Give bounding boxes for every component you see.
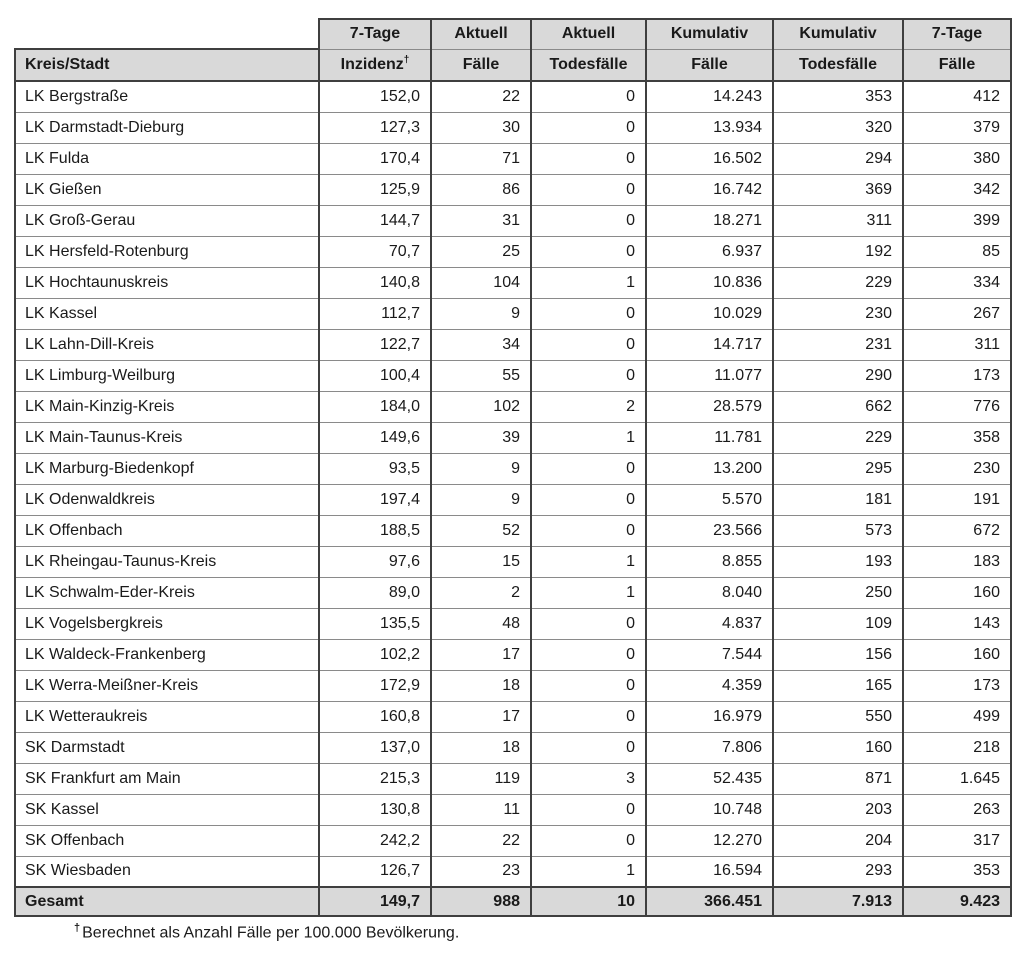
value-cell: 0 xyxy=(531,298,646,329)
value-cell: 173 xyxy=(903,360,1011,391)
value-cell: 10.029 xyxy=(646,298,773,329)
kreis-name-cell: LK Rheingau-Taunus-Kreis xyxy=(15,546,319,577)
value-cell: 183 xyxy=(903,546,1011,577)
table-header xyxy=(15,19,1011,81)
value-cell: 165 xyxy=(773,670,903,701)
value-cell: 229 xyxy=(773,422,903,453)
table-row xyxy=(15,112,1011,143)
table-row xyxy=(15,391,1011,422)
header-row-sub xyxy=(15,49,1011,81)
value-cell: 0 xyxy=(531,453,646,484)
value-cell: 0 xyxy=(531,825,646,856)
kreis-name-cell: LK Offenbach xyxy=(15,515,319,546)
value-cell: 250 xyxy=(773,577,903,608)
value-cell: 31 xyxy=(431,205,531,236)
kreis-name-cell: LK Marburg-Biedenkopf xyxy=(15,453,319,484)
value-cell: 218 xyxy=(903,732,1011,763)
table-row xyxy=(15,856,1011,887)
header-7-tage: 7-Tage xyxy=(319,19,431,49)
value-cell: 776 xyxy=(903,391,1011,422)
value-cell: 10.836 xyxy=(646,267,773,298)
value-cell: 311 xyxy=(903,329,1011,360)
table-row xyxy=(15,360,1011,391)
value-cell: 125,9 xyxy=(319,174,431,205)
value-cell: 3 xyxy=(531,763,646,794)
value-cell: 17 xyxy=(431,701,531,732)
value-cell: 143 xyxy=(903,608,1011,639)
table-row xyxy=(15,732,1011,763)
value-cell: 122,7 xyxy=(319,329,431,360)
value-cell: 144,7 xyxy=(319,205,431,236)
table-row xyxy=(15,81,1011,112)
kreis-name-cell: SK Kassel xyxy=(15,794,319,825)
total-kumulativ-faelle: 366.451 xyxy=(646,887,773,916)
value-cell: 86 xyxy=(431,174,531,205)
value-cell: 342 xyxy=(903,174,1011,205)
value-cell: 0 xyxy=(531,794,646,825)
value-cell: 112,7 xyxy=(319,298,431,329)
value-cell: 191 xyxy=(903,484,1011,515)
footnote xyxy=(74,922,1010,942)
value-cell: 0 xyxy=(531,670,646,701)
value-cell: 39 xyxy=(431,422,531,453)
value-cell: 0 xyxy=(531,81,646,112)
header-kreis-stadt: Kreis/Stadt xyxy=(15,49,319,81)
value-cell: 1 xyxy=(531,422,646,453)
value-cell: 11.781 xyxy=(646,422,773,453)
value-cell: 127,3 xyxy=(319,112,431,143)
table-row xyxy=(15,298,1011,329)
value-cell: 4.359 xyxy=(646,670,773,701)
value-cell: 0 xyxy=(531,701,646,732)
table-row xyxy=(15,608,1011,639)
value-cell: 126,7 xyxy=(319,856,431,887)
table-row xyxy=(15,515,1011,546)
value-cell: 230 xyxy=(903,453,1011,484)
value-cell: 0 xyxy=(531,732,646,763)
value-cell: 0 xyxy=(531,174,646,205)
value-cell: 22 xyxy=(431,825,531,856)
value-cell: 0 xyxy=(531,639,646,670)
value-cell: 93,5 xyxy=(319,453,431,484)
kreis-name-cell: LK Waldeck-Frankenberg xyxy=(15,639,319,670)
value-cell: 13.934 xyxy=(646,112,773,143)
value-cell: 135,5 xyxy=(319,608,431,639)
total-aktuell-todesfaelle: 10 xyxy=(531,887,646,916)
value-cell: 7.806 xyxy=(646,732,773,763)
value-cell: 334 xyxy=(903,267,1011,298)
table-row xyxy=(15,174,1011,205)
kreis-name-cell: SK Offenbach xyxy=(15,825,319,856)
value-cell: 1 xyxy=(531,577,646,608)
kreis-name-cell: LK Schwalm-Eder-Kreis xyxy=(15,577,319,608)
header-inzidenz xyxy=(319,49,431,81)
value-cell: 119 xyxy=(431,763,531,794)
value-cell: 380 xyxy=(903,143,1011,174)
value-cell: 13.200 xyxy=(646,453,773,484)
table-row xyxy=(15,453,1011,484)
value-cell: 0 xyxy=(531,143,646,174)
value-cell: 1.645 xyxy=(903,763,1011,794)
footnote-text: Berechnet als Anzahl Fälle per 100.000 Bevölkerung. xyxy=(82,924,460,942)
value-cell: 263 xyxy=(903,794,1011,825)
value-cell: 9 xyxy=(431,453,531,484)
value-cell: 55 xyxy=(431,360,531,391)
header-row-group xyxy=(15,19,1011,49)
value-cell: 11.077 xyxy=(646,360,773,391)
kreis-name-cell: LK Main-Taunus-Kreis xyxy=(15,422,319,453)
value-cell: 499 xyxy=(903,701,1011,732)
value-cell: 320 xyxy=(773,112,903,143)
header-7-tage-2: 7-Tage xyxy=(903,19,1011,49)
table-row xyxy=(15,422,1011,453)
value-cell: 2 xyxy=(531,391,646,422)
total-kumulativ-todesfaelle: 7.913 xyxy=(773,887,903,916)
kreis-name-cell: LK Lahn-Dill-Kreis xyxy=(15,329,319,360)
value-cell: 160 xyxy=(903,639,1011,670)
table-row xyxy=(15,329,1011,360)
table-row xyxy=(15,670,1011,701)
table-row xyxy=(15,825,1011,856)
value-cell: 197,4 xyxy=(319,484,431,515)
table-body xyxy=(15,81,1011,887)
table-footer xyxy=(15,887,1011,916)
value-cell: 70,7 xyxy=(319,236,431,267)
value-cell: 149,6 xyxy=(319,422,431,453)
value-cell: 16.979 xyxy=(646,701,773,732)
kreis-name-cell: LK Vogelsbergkreis xyxy=(15,608,319,639)
value-cell: 12.270 xyxy=(646,825,773,856)
kreis-name-cell: LK Fulda xyxy=(15,143,319,174)
value-cell: 15 xyxy=(431,546,531,577)
value-cell: 550 xyxy=(773,701,903,732)
value-cell: 1 xyxy=(531,267,646,298)
value-cell: 8.040 xyxy=(646,577,773,608)
kreis-name-cell: LK Hochtaunuskreis xyxy=(15,267,319,298)
total-7-tage-faelle: 9.423 xyxy=(903,887,1011,916)
value-cell: 140,8 xyxy=(319,267,431,298)
value-cell: 573 xyxy=(773,515,903,546)
value-cell: 231 xyxy=(773,329,903,360)
value-cell: 242,2 xyxy=(319,825,431,856)
value-cell: 18.271 xyxy=(646,205,773,236)
header-aktuell-1: Aktuell xyxy=(431,19,531,49)
total-inzidenz: 149,7 xyxy=(319,887,431,916)
value-cell: 295 xyxy=(773,453,903,484)
value-cell: 0 xyxy=(531,205,646,236)
value-cell: 0 xyxy=(531,236,646,267)
table-row xyxy=(15,205,1011,236)
value-cell: 0 xyxy=(531,360,646,391)
value-cell: 9 xyxy=(431,298,531,329)
value-cell: 34 xyxy=(431,329,531,360)
value-cell: 0 xyxy=(531,515,646,546)
value-cell: 871 xyxy=(773,763,903,794)
header-kumulativ-1: Kumulativ xyxy=(646,19,773,49)
value-cell: 290 xyxy=(773,360,903,391)
value-cell: 10.748 xyxy=(646,794,773,825)
kreis-name-cell: SK Wiesbaden xyxy=(15,856,319,887)
value-cell: 4.837 xyxy=(646,608,773,639)
value-cell: 379 xyxy=(903,112,1011,143)
value-cell: 18 xyxy=(431,670,531,701)
header-faelle-2: Fälle xyxy=(646,49,773,81)
kreis-name-cell: LK Darmstadt-Dieburg xyxy=(15,112,319,143)
kreis-name-cell: SK Frankfurt am Main xyxy=(15,763,319,794)
total-aktuell-faelle: 988 xyxy=(431,887,531,916)
kreis-name-cell: LK Werra-Meißner-Kreis xyxy=(15,670,319,701)
value-cell: 160,8 xyxy=(319,701,431,732)
value-cell: 160 xyxy=(903,577,1011,608)
value-cell: 0 xyxy=(531,112,646,143)
value-cell: 152,0 xyxy=(319,81,431,112)
header-corner-spacer xyxy=(15,19,319,49)
value-cell: 203 xyxy=(773,794,903,825)
value-cell: 156 xyxy=(773,639,903,670)
kreis-name-cell: SK Darmstadt xyxy=(15,732,319,763)
value-cell: 662 xyxy=(773,391,903,422)
value-cell: 16.742 xyxy=(646,174,773,205)
table-row xyxy=(15,794,1011,825)
value-cell: 104 xyxy=(431,267,531,298)
value-cell: 30 xyxy=(431,112,531,143)
value-cell: 22 xyxy=(431,81,531,112)
value-cell: 267 xyxy=(903,298,1011,329)
value-cell: 412 xyxy=(903,81,1011,112)
value-cell: 0 xyxy=(531,608,646,639)
kreis-name-cell: LK Groß-Gerau xyxy=(15,205,319,236)
total-label: Gesamt xyxy=(15,887,319,916)
value-cell: 52 xyxy=(431,515,531,546)
footnote-marker-icon: † xyxy=(403,54,410,66)
value-cell: 358 xyxy=(903,422,1011,453)
footnote-dagger-icon: † xyxy=(74,922,81,934)
value-cell: 399 xyxy=(903,205,1011,236)
value-cell: 6.937 xyxy=(646,236,773,267)
value-cell: 215,3 xyxy=(319,763,431,794)
value-cell: 89,0 xyxy=(319,577,431,608)
value-cell: 160 xyxy=(773,732,903,763)
value-cell: 294 xyxy=(773,143,903,174)
kreis-name-cell: LK Gießen xyxy=(15,174,319,205)
value-cell: 672 xyxy=(903,515,1011,546)
value-cell: 181 xyxy=(773,484,903,515)
value-cell: 353 xyxy=(903,856,1011,887)
table-row xyxy=(15,639,1011,670)
header-inzidenz-label: Inzidenz xyxy=(340,55,404,73)
kreis-name-cell: LK Bergstraße xyxy=(15,81,319,112)
value-cell: 14.717 xyxy=(646,329,773,360)
table-row xyxy=(15,763,1011,794)
value-cell: 52.435 xyxy=(646,763,773,794)
value-cell: 293 xyxy=(773,856,903,887)
value-cell: 85 xyxy=(903,236,1011,267)
table-row xyxy=(15,701,1011,732)
covid-statistics-table xyxy=(14,18,1012,917)
value-cell: 17 xyxy=(431,639,531,670)
value-cell: 137,0 xyxy=(319,732,431,763)
value-cell: 97,6 xyxy=(319,546,431,577)
value-cell: 172,9 xyxy=(319,670,431,701)
value-cell: 369 xyxy=(773,174,903,205)
value-cell: 2 xyxy=(431,577,531,608)
value-cell: 184,0 xyxy=(319,391,431,422)
value-cell: 170,4 xyxy=(319,143,431,174)
value-cell: 188,5 xyxy=(319,515,431,546)
value-cell: 102,2 xyxy=(319,639,431,670)
table-row xyxy=(15,267,1011,298)
total-row xyxy=(15,887,1011,916)
header-faelle-1: Fälle xyxy=(431,49,531,81)
header-kumulativ-2: Kumulativ xyxy=(773,19,903,49)
header-faelle-3: Fälle xyxy=(903,49,1011,81)
header-todesfaelle-1: Todesfälle xyxy=(531,49,646,81)
value-cell: 9 xyxy=(431,484,531,515)
value-cell: 1 xyxy=(531,856,646,887)
header-aktuell-2: Aktuell xyxy=(531,19,646,49)
value-cell: 48 xyxy=(431,608,531,639)
value-cell: 14.243 xyxy=(646,81,773,112)
kreis-name-cell: LK Wetteraukreis xyxy=(15,701,319,732)
table-row xyxy=(15,143,1011,174)
value-cell: 16.594 xyxy=(646,856,773,887)
value-cell: 0 xyxy=(531,484,646,515)
value-cell: 23 xyxy=(431,856,531,887)
value-cell: 16.502 xyxy=(646,143,773,174)
value-cell: 100,4 xyxy=(319,360,431,391)
value-cell: 8.855 xyxy=(646,546,773,577)
value-cell: 18 xyxy=(431,732,531,763)
value-cell: 7.544 xyxy=(646,639,773,670)
value-cell: 71 xyxy=(431,143,531,174)
table-row xyxy=(15,577,1011,608)
table-row xyxy=(15,236,1011,267)
value-cell: 25 xyxy=(431,236,531,267)
value-cell: 230 xyxy=(773,298,903,329)
value-cell: 173 xyxy=(903,670,1011,701)
value-cell: 28.579 xyxy=(646,391,773,422)
value-cell: 130,8 xyxy=(319,794,431,825)
kreis-name-cell: LK Hersfeld-Rotenburg xyxy=(15,236,319,267)
value-cell: 193 xyxy=(773,546,903,577)
kreis-name-cell: LK Kassel xyxy=(15,298,319,329)
kreis-name-cell: LK Limburg-Weilburg xyxy=(15,360,319,391)
kreis-name-cell: LK Odenwaldkreis xyxy=(15,484,319,515)
value-cell: 102 xyxy=(431,391,531,422)
table-row xyxy=(15,484,1011,515)
value-cell: 229 xyxy=(773,267,903,298)
value-cell: 11 xyxy=(431,794,531,825)
value-cell: 311 xyxy=(773,205,903,236)
value-cell: 204 xyxy=(773,825,903,856)
value-cell: 0 xyxy=(531,329,646,360)
value-cell: 1 xyxy=(531,546,646,577)
value-cell: 353 xyxy=(773,81,903,112)
kreis-name-cell: LK Main-Kinzig-Kreis xyxy=(15,391,319,422)
value-cell: 5.570 xyxy=(646,484,773,515)
value-cell: 23.566 xyxy=(646,515,773,546)
header-todesfaelle-2: Todesfälle xyxy=(773,49,903,81)
table-row xyxy=(15,546,1011,577)
value-cell: 317 xyxy=(903,825,1011,856)
value-cell: 192 xyxy=(773,236,903,267)
value-cell: 109 xyxy=(773,608,903,639)
